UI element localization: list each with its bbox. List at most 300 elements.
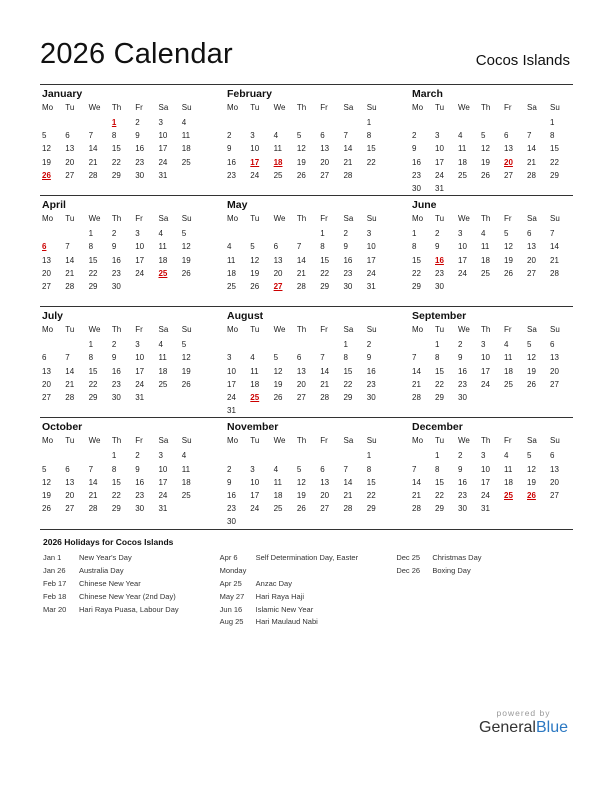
empty-day-cell	[274, 182, 297, 195]
day-cell: 24	[366, 268, 376, 278]
day-cell: 3	[158, 451, 163, 461]
day-cell: 30	[111, 281, 121, 291]
holiday-name: Anzac Day	[255, 578, 292, 588]
day-cell: 16	[111, 366, 121, 376]
day-cell: 16	[135, 477, 145, 487]
holiday-date: Apr 25	[219, 578, 242, 588]
day-cell: 9	[227, 144, 232, 154]
empty-day-cell	[135, 293, 158, 306]
day-cell: 4	[250, 353, 255, 363]
empty-day-cell	[481, 182, 504, 195]
week-row	[42, 169, 225, 182]
day-cell: 15	[320, 255, 330, 265]
day-cell: 8	[88, 353, 94, 363]
day-cell: 18	[181, 144, 191, 154]
day-cell: 28	[320, 393, 330, 402]
week-row	[42, 227, 225, 240]
day-cell: 3	[250, 464, 255, 474]
day-cell: 5	[181, 340, 187, 350]
weekday-label: Fr	[504, 214, 512, 224]
empty-day-cell	[504, 404, 527, 417]
day-cell: 23	[435, 268, 444, 278]
day-cell: 21	[88, 157, 98, 167]
day-cell: 8	[320, 242, 325, 252]
day-cell: 11	[227, 255, 236, 265]
holiday-name: Islamic New Year	[255, 604, 314, 614]
day-cell: 20	[320, 157, 330, 167]
weekday-label: Su	[366, 103, 377, 112]
day-cell: 30	[227, 517, 236, 527]
holiday-date: Jan 26	[43, 565, 66, 575]
weekday-label: Th	[296, 214, 307, 224]
empty-day-cell	[412, 293, 435, 306]
day-cell: 1	[88, 229, 94, 239]
week-row	[412, 449, 573, 462]
week-row	[227, 378, 410, 391]
empty-day-cell	[227, 293, 250, 306]
empty-day-cell	[250, 449, 273, 462]
week-row	[412, 391, 573, 404]
weekday-label: Sa	[343, 436, 354, 446]
day-cell: 12	[42, 144, 51, 154]
day-cell: 14	[65, 255, 75, 265]
week-row	[227, 463, 410, 476]
day-cell: 28	[527, 170, 536, 180]
holiday-date: Dec 26	[396, 565, 421, 575]
holiday-item	[220, 604, 397, 617]
day-cell: 15	[88, 366, 98, 376]
day-cell: 25	[181, 157, 191, 167]
weekday-label: Tu	[435, 103, 445, 112]
day-cell: 27	[504, 170, 513, 180]
week-row	[42, 267, 225, 280]
week-row	[42, 404, 225, 417]
day-cell: 29	[435, 504, 444, 514]
weekday-label: We	[458, 325, 470, 335]
day-cell: 5	[42, 464, 47, 474]
empty-day-cell	[550, 293, 573, 306]
empty-day-cell	[297, 227, 320, 240]
day-cell: 19	[296, 490, 306, 500]
holiday-item	[43, 578, 220, 591]
holiday-name: Chinese New Year (2nd Day)	[79, 591, 176, 601]
day-cell: 22	[343, 379, 353, 389]
holiday-item	[43, 604, 220, 617]
empty-day-cell	[42, 182, 65, 195]
week-row	[42, 129, 225, 142]
empty-day-cell	[227, 116, 250, 129]
day-cell: 6	[65, 464, 70, 474]
empty-day-cell	[320, 515, 343, 528]
empty-day-cell	[250, 182, 273, 195]
holiday-item	[220, 616, 397, 629]
day-cell: 29	[366, 504, 376, 514]
empty-day-cell	[89, 116, 112, 129]
week-row	[227, 404, 410, 417]
day-cell: 13	[550, 353, 559, 363]
weekday-label: We	[273, 436, 286, 446]
empty-day-cell	[550, 182, 573, 195]
day-cell: 23	[227, 504, 236, 514]
empty-day-cell	[42, 227, 65, 240]
day-cell: 14	[88, 477, 98, 487]
day-cell: 10	[435, 144, 444, 154]
day-cell: 9	[412, 144, 417, 154]
weekday-label: Su	[550, 103, 560, 112]
day-cell: 18	[273, 490, 283, 500]
empty-day-cell	[343, 449, 366, 462]
week-row	[42, 365, 225, 378]
week-row	[227, 449, 410, 462]
day-cell: 6	[504, 131, 509, 141]
day-cell: 16	[458, 366, 467, 376]
day-cell: 2	[366, 340, 372, 350]
holiday-day-cell: 18	[273, 157, 283, 167]
day-cell: 14	[550, 242, 559, 252]
day-cell: 28	[412, 504, 421, 514]
day-cell: 25	[158, 379, 168, 389]
week-row	[227, 365, 410, 378]
day-cell: 2	[227, 131, 232, 141]
week-row	[42, 182, 225, 195]
empty-day-cell	[65, 404, 88, 417]
day-cell: 11	[181, 131, 191, 141]
day-cell: 5	[481, 131, 486, 141]
week-row	[412, 156, 573, 169]
empty-day-cell	[89, 515, 112, 528]
day-cell: 2	[435, 229, 440, 239]
brand-logo[interactable]	[479, 708, 568, 737]
day-cell: 12	[296, 144, 306, 154]
empty-day-cell	[343, 116, 366, 129]
day-cell: 8	[111, 131, 117, 141]
day-cell: 22	[366, 157, 376, 167]
empty-day-cell	[458, 280, 481, 293]
day-cell: 3	[135, 229, 140, 239]
weekday-label: Sa	[527, 214, 537, 224]
day-cell: 15	[366, 477, 376, 487]
weekday-label: Mo	[412, 103, 424, 112]
day-cell: 17	[158, 144, 168, 154]
weekday-label: Sa	[343, 325, 354, 335]
week-row	[227, 391, 410, 404]
month-may	[225, 196, 410, 306]
week-row	[227, 515, 410, 528]
empty-day-cell	[42, 116, 65, 129]
holiday-column	[220, 552, 397, 629]
day-cell: 29	[412, 281, 421, 291]
day-cell: 6	[320, 464, 325, 474]
empty-day-cell	[550, 515, 573, 528]
empty-day-cell	[65, 182, 88, 195]
day-cell: 29	[550, 170, 559, 180]
day-cell: 29	[111, 504, 121, 514]
day-cell: 5	[296, 464, 302, 474]
holiday-date: Dec 25	[396, 553, 421, 562]
empty-day-cell	[343, 182, 366, 195]
month-name: August	[227, 310, 264, 323]
empty-day-cell	[182, 293, 205, 306]
day-cell: 23	[227, 170, 236, 180]
day-cell: 30	[135, 504, 145, 514]
day-cell: 12	[481, 144, 490, 154]
day-cell: 29	[88, 281, 98, 291]
weekday-label: Th	[481, 436, 491, 446]
empty-day-cell	[42, 404, 65, 417]
weekday-label: Sa	[343, 214, 354, 224]
month-name: May	[227, 199, 248, 212]
day-cell: 3	[481, 340, 486, 350]
day-cell: 1	[435, 451, 440, 461]
day-cell: 10	[481, 353, 490, 363]
empty-day-cell	[481, 293, 504, 306]
empty-day-cell	[65, 227, 88, 240]
holiday-day-cell: 16	[435, 255, 444, 265]
day-cell: 31	[435, 183, 444, 193]
week-row	[42, 378, 225, 391]
day-cell: 28	[88, 504, 98, 514]
empty-day-cell	[504, 182, 527, 195]
day-cell: 4	[273, 131, 279, 141]
day-cell: 7	[65, 242, 70, 252]
day-cell: 17	[481, 477, 490, 487]
day-cell: 28	[412, 393, 421, 402]
weekday-label: Tu	[435, 214, 445, 224]
empty-day-cell	[504, 293, 527, 306]
month-name: March	[412, 88, 443, 100]
empty-day-cell	[458, 293, 481, 306]
week-row	[412, 515, 573, 528]
brand-name-general: General	[479, 719, 536, 736]
empty-day-cell	[504, 515, 527, 528]
day-cell: 30	[435, 281, 444, 291]
weekday-label: We	[458, 103, 470, 112]
empty-day-cell	[481, 515, 504, 528]
day-cell: 24	[481, 379, 490, 389]
day-cell: 26	[42, 504, 51, 514]
day-cell: 24	[250, 170, 260, 180]
day-cell: 30	[458, 393, 467, 402]
empty-day-cell	[297, 182, 320, 195]
holiday-date: May 27	[219, 591, 245, 601]
weekday-label: Tu	[65, 325, 75, 335]
day-cell: 3	[458, 229, 463, 239]
day-cell: 27	[550, 379, 559, 389]
empty-day-cell	[504, 280, 527, 293]
day-cell: 20	[296, 379, 306, 389]
day-cell: 3	[435, 131, 440, 141]
empty-day-cell	[527, 182, 550, 195]
month-name: December	[412, 421, 463, 434]
week-row	[227, 489, 410, 502]
day-cell: 9	[135, 131, 140, 141]
weekday-header	[412, 434, 573, 449]
empty-day-cell	[550, 404, 573, 417]
empty-day-cell	[182, 502, 205, 515]
day-cell: 4	[158, 229, 163, 239]
day-cell: 10	[158, 131, 168, 141]
empty-day-cell	[320, 182, 343, 195]
day-cell: 15	[366, 144, 376, 154]
day-cell: 18	[250, 379, 260, 389]
day-cell: 13	[320, 477, 330, 487]
day-cell: 27	[527, 268, 536, 278]
empty-day-cell	[250, 338, 273, 351]
weekday-label: Mo	[42, 103, 54, 112]
day-cell: 1	[550, 118, 555, 127]
weekday-label: Su	[181, 103, 192, 112]
empty-day-cell	[367, 169, 390, 182]
day-cell: 12	[181, 353, 191, 363]
holiday-date: Jun 16	[219, 604, 243, 614]
day-cell: 4	[181, 451, 187, 461]
day-cell: 31	[481, 504, 490, 514]
day-cell: 25	[273, 170, 283, 180]
weekday-header	[227, 212, 410, 227]
weekday-label: Th	[296, 325, 307, 335]
week-row	[227, 142, 410, 155]
day-cell: 18	[158, 255, 168, 265]
day-cell: 8	[366, 464, 372, 474]
holiday-item	[43, 591, 220, 604]
day-cell: 8	[435, 464, 440, 474]
week-row	[412, 351, 573, 364]
holiday-columns	[43, 552, 573, 629]
weekday-label: Fr	[504, 325, 512, 335]
day-cell: 12	[504, 242, 513, 252]
day-cell: 14	[320, 366, 330, 376]
empty-day-cell	[89, 293, 112, 306]
holiday-name	[256, 565, 397, 578]
day-cell: 16	[366, 366, 376, 376]
day-cell: 16	[135, 144, 145, 154]
day-cell: 15	[343, 366, 353, 376]
day-cell: 5	[42, 131, 47, 141]
day-cell: 24	[158, 490, 168, 500]
day-cell: 9	[366, 353, 372, 363]
day-cell: 27	[296, 393, 306, 402]
empty-day-cell	[435, 515, 458, 528]
weekday-label: Su	[181, 214, 192, 224]
day-cell: 1	[111, 451, 117, 461]
day-cell: 11	[250, 366, 259, 376]
week-row	[42, 463, 225, 476]
day-cell: 9	[111, 353, 117, 363]
empty-day-cell	[42, 515, 65, 528]
day-cell: 26	[481, 170, 490, 180]
week-row	[412, 338, 573, 351]
weekday-label: Tu	[250, 214, 260, 224]
powered-by-text: powered by	[496, 708, 551, 718]
empty-day-cell	[481, 391, 504, 404]
day-cell: 20	[320, 490, 330, 500]
day-cell: 2	[111, 340, 117, 350]
day-cell: 12	[296, 477, 306, 487]
holiday-day-cell: 1	[111, 118, 117, 127]
weekday-label: Th	[111, 325, 122, 335]
weekday-label: Mo	[412, 436, 424, 446]
day-cell: 5	[504, 229, 509, 239]
week-row	[227, 227, 410, 240]
day-cell: 22	[412, 268, 421, 278]
empty-day-cell	[320, 449, 343, 462]
week-row	[227, 502, 410, 515]
empty-day-cell	[527, 293, 550, 306]
holiday-list-title: 2026 Holidays for Cocos Islands	[43, 537, 174, 547]
day-cell: 26	[250, 281, 260, 291]
day-cell: 30	[458, 504, 467, 514]
day-cell: 5	[250, 242, 255, 252]
day-cell: 8	[366, 131, 372, 141]
empty-day-cell	[367, 404, 390, 417]
weekday-label: Su	[550, 325, 560, 335]
week-row	[42, 156, 225, 169]
day-cell: 17	[135, 366, 145, 376]
empty-day-cell	[458, 515, 481, 528]
empty-day-cell	[135, 280, 158, 293]
week-row	[42, 240, 225, 253]
day-cell: 20	[42, 268, 51, 278]
weekday-header	[42, 323, 225, 338]
day-cell: 3	[227, 353, 232, 363]
holiday-day-cell: 6	[42, 242, 47, 252]
day-cell: 14	[343, 477, 353, 487]
weekday-label: Mo	[42, 214, 54, 224]
day-cell: 1	[320, 229, 325, 239]
month-july	[40, 307, 225, 417]
empty-day-cell	[343, 515, 366, 528]
weekday-label: Sa	[158, 325, 169, 335]
day-cell: 23	[111, 379, 121, 389]
day-cell: 19	[181, 255, 191, 265]
empty-day-cell	[343, 293, 366, 306]
empty-day-cell	[458, 116, 481, 129]
month-november	[225, 418, 410, 528]
empty-day-cell	[412, 116, 435, 129]
day-cell: 12	[42, 477, 51, 487]
day-cell: 31	[366, 281, 376, 291]
day-cell: 9	[458, 353, 463, 363]
day-cell: 21	[412, 379, 421, 389]
week-row	[412, 476, 573, 489]
week-row	[42, 280, 225, 293]
week-row	[412, 489, 573, 502]
day-cell: 11	[158, 353, 167, 363]
day-cell: 8	[435, 353, 440, 363]
day-cell: 2	[458, 340, 463, 350]
week-row	[227, 476, 410, 489]
day-cell: 5	[273, 353, 279, 363]
weekday-label: We	[458, 214, 470, 224]
week-row	[227, 129, 410, 142]
empty-day-cell	[65, 515, 88, 528]
day-cell: 15	[550, 144, 559, 154]
weekday-label: Th	[111, 214, 122, 224]
holiday-day-cell: 26	[42, 170, 51, 180]
weekday-label: Th	[481, 325, 491, 335]
weekday-header	[42, 212, 225, 227]
month-name: November	[227, 421, 279, 434]
day-cell: 19	[273, 379, 283, 389]
empty-day-cell	[158, 404, 181, 417]
empty-day-cell	[65, 293, 88, 306]
day-cell: 7	[343, 464, 348, 474]
holiday-date: Aug 25	[219, 617, 244, 627]
weekday-header	[227, 323, 410, 338]
weekday-label: Fr	[135, 214, 143, 224]
empty-day-cell	[435, 404, 458, 417]
day-cell: 22	[111, 490, 121, 500]
